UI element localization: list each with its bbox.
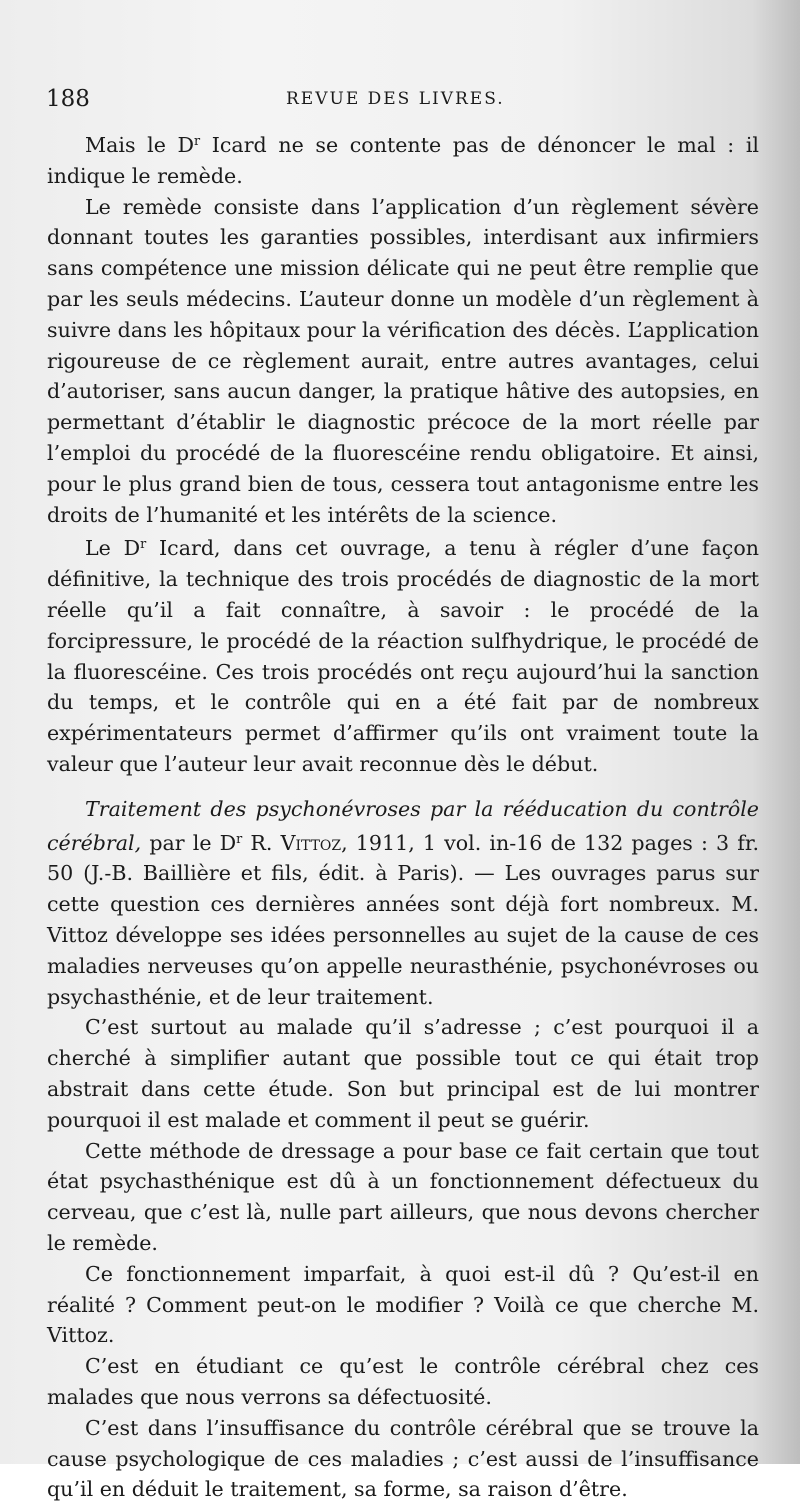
page-body <box>47 127 759 1505</box>
paragraph-text: Icard ne se contente pas de dénoncer le mal : il indique le remède. <box>47 133 759 188</box>
superscript: r <box>194 134 201 149</box>
paragraph: Ce fonctionnement imparfait, à quoi est-il dû ? Qu’est-il en réalité ? Comment peut-on le modifier ? Voilà ce que cherche M. Vittoz. <box>47 1261 759 1348</box>
superscript: r <box>236 831 243 847</box>
author-initial: R. <box>242 830 281 855</box>
running-title: REVUE DES LIVRES. <box>286 89 505 109</box>
paragraph-text: , 1911, 1 vol. in-16 de 132 pages : 3 fr. 50 (J.-B. Baillière et fils, édit. à Paris). — Les ouvrages parus sur cette question ces dernières années sont déjà fort nombreux. M. Vittoz développe ses idées personnelles au sujet de la cause de ces maladies nerveuses qu’on appelle neurasthénie, psychonévroses ou psychasthénie, et de leur traitement. <box>47 830 759 1009</box>
paragraph-text: par le D <box>141 830 237 855</box>
page-header <box>46 86 740 120</box>
page-number: 188 <box>46 86 90 112</box>
paragraph: Le remède consiste dans l’application d’un règlement sévère donnant toutes les garanties possibles, interdisant aux infirmiers sans compétence une mission délicate qui ne peut être remplie que par les seuls médecins. L’auteur donne un modèle d’un règlement à suivre dans les hôpitaux pour la vérification des décès. L’application rigoureuse de ce règlement aurait, entre autres avantages, celui d’autoriser, sans aucun danger, la pratique hâtive des autopsies, en permettant d’établir le diagnostic précoce de la mort réelle par l’emploi du procédé de la fluorescéine rendu obligatoire. Et ainsi, pour le plus grand bien de tous, cessera tout antagonisme entre les droits de l’humanité et les intérêts de la science. <box>47 194 759 527</box>
superscript: r <box>140 537 147 553</box>
book-title: Traitement des psychonévroses par la rééducation du contrôle cérébral, <box>47 796 759 855</box>
paragraph-text: Le D <box>85 536 141 561</box>
paragraph <box>47 530 759 779</box>
paragraph-text: Icard, dans cet ouvrage, a tenu à régler d’une façon définitive, la technique des trois procédés de diagnostic de la mort réelle qu’il a fait connaître, à savoir : le procédé de la forcipressure, le procédé de la réaction sulfhydrique, le procédé de la fluorescéine. Ces trois procédés ont reçu aujourd’hui la sanction du temps, et le contrôle qui en a été fait par de nombreux expérimentateurs permet d’affirmer qu’ils ont vraiment toute la valeur que l’auteur leur avait reconnue dès le début. <box>47 536 760 776</box>
paragraph: Cette méthode de dressage a pour base ce fait certain que tout état psychasthénique est dû à un fonctionnement défectueux du cerveau, que c’est là, nulle part ailleurs, que nous devons chercher le remède. <box>47 1138 759 1255</box>
paragraph: C’est surtout au malade qu’il s’adresse ; c’est pourquoi il a cherché à simplifier autant que possible tout ce qui était trop abstrait dans cette étude. Son but principal est de lui montrer pourquoi il est malade et comment il peut se guérir. <box>47 1015 759 1132</box>
paragraph: C’est dans l’insuffisance du contrôle cérébral que se trouve la cause psychologique de ces maladies ; c’est aussi de l’insuffisance qu’il en déduit le traitement, sa forme, sa raison d’être. <box>47 1415 759 1502</box>
review-entry <box>47 794 759 1013</box>
paragraph-text: Mais le D <box>85 133 195 158</box>
paragraph <box>47 127 759 192</box>
paragraph: C’est en étudiant ce qu’est le contrôle cérébral chez ces malades que nous verrons sa défectuosité. <box>47 1354 759 1409</box>
author-name: Vittoz <box>280 830 342 855</box>
